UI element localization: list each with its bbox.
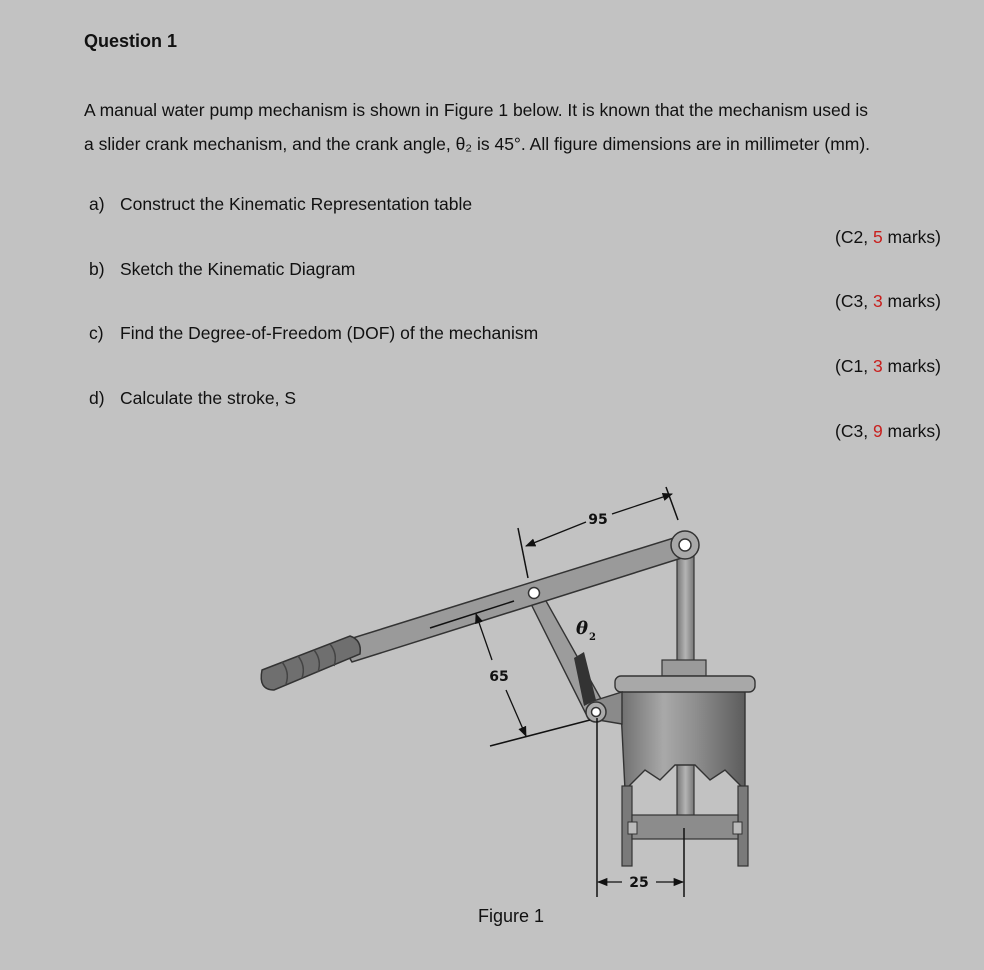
- part-a: [89, 194, 472, 215]
- marks-number: 3: [872, 291, 883, 311]
- dim-25-label: 25: [629, 875, 649, 891]
- intro-line-1: A manual water pump mechanism is shown in Figure 1 below. It is known that the mechanism used is: [84, 100, 868, 120]
- pump-body: [615, 660, 755, 866]
- marks-prefix: (C3,: [835, 421, 873, 441]
- pivot-top-hole: [679, 539, 691, 551]
- part-c: [89, 323, 538, 344]
- marks-number: 5: [872, 227, 883, 247]
- part-b-marks: [835, 291, 941, 312]
- theta-subscript: 2: [589, 632, 596, 643]
- part-d-label: d): [89, 388, 105, 408]
- marks-number: 9: [872, 421, 883, 441]
- pivot-mid: [529, 588, 540, 599]
- part-c-label: c): [89, 323, 104, 343]
- part-d-text: Calculate the stroke, S: [120, 388, 297, 408]
- intro-line-2: a slider crank mechanism, and the crank angle, θ₂ is 45°. All figure dimensions are in millimeter (mm).: [84, 134, 871, 154]
- part-d: [89, 388, 296, 409]
- theta-label: θ: [576, 618, 589, 639]
- dim-95-label: 95: [588, 512, 608, 528]
- part-b-label: b): [89, 259, 105, 279]
- question-intro: [84, 93, 954, 161]
- part-c-text: Find the Degree-of-Freedom (DOF) of the mechanism: [120, 323, 539, 343]
- part-d-marks: [835, 421, 941, 442]
- marks-number: 3: [872, 356, 883, 376]
- question-title: Question 1: [84, 31, 178, 51]
- figure-caption: Figure 1: [478, 906, 545, 926]
- marks-prefix: (C2,: [835, 227, 873, 247]
- pivot-crank-hole: [592, 708, 601, 717]
- part-b-text: Sketch the Kinematic Diagram: [120, 259, 356, 279]
- part-a-marks: [835, 227, 941, 248]
- marks-suffix: marks): [882, 227, 941, 247]
- part-a-text: Construct the Kinematic Representation table: [120, 194, 473, 214]
- dim-65-label: 65: [489, 669, 509, 685]
- part-c-marks: [835, 356, 941, 377]
- marks-prefix: (C3,: [835, 291, 873, 311]
- part-a-label: a): [89, 194, 105, 214]
- part-b: [89, 259, 355, 280]
- marks-suffix: marks): [882, 291, 941, 311]
- crank-link: [528, 592, 606, 718]
- marks-suffix: marks): [882, 356, 941, 376]
- pump-mechanism-figure: [255, 478, 765, 903]
- marks-suffix: marks): [882, 421, 941, 441]
- marks-prefix: (C1,: [835, 356, 873, 376]
